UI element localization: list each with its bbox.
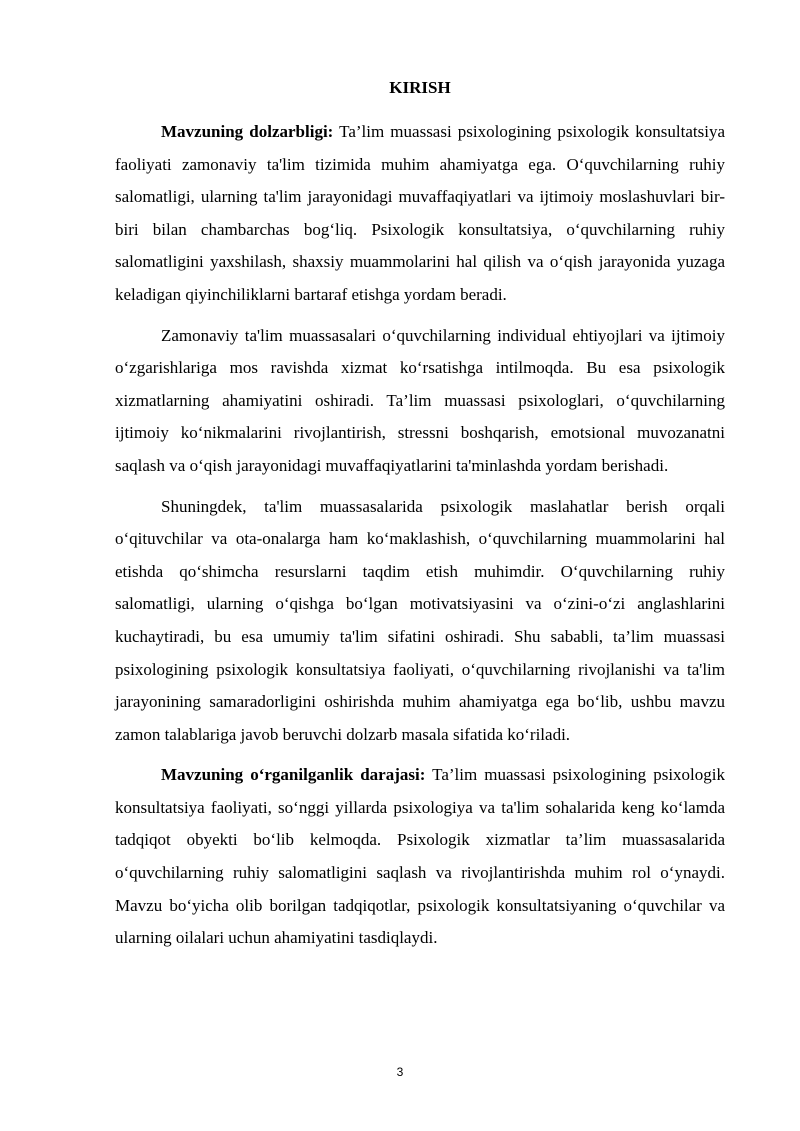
paragraph-relevance [115,116,725,312]
page-number: 3 [396,1065,404,1079]
paragraph-modern-institutions [115,320,725,483]
section-heading: KIRISH [389,78,451,97]
paragraph-consultations [115,491,725,752]
paragraph-text: Ta’lim muassasi psixologining psixologik konsultatsiya faoliyati, so‘nggi yillarda psixologiya va ta'lim sohalarida keng ko‘lamda tadqiqot obyekti bo‘lib kelmoqda. Psixologik xizmatlar ta’lim muassasalarida o‘quvchilarning ruhiy salomatligini saqlash va rivojlantirishda muhim rol o‘ynaydi. Mavzu bo‘yicha olib borilgan tadqiqotlar, psixologik konsultatsiyaning o‘quvchilar va ularning oilalari uchun ahamiyatini tasdiqlaydi. [115,765,725,948]
document-page [115,70,725,963]
paragraph-text: Shuningdek, ta'lim muassasalarida psixologik maslahatlar berish orqali o‘qituvchilar va ota-onalarga ham ko‘maklashish, o‘quvchilarning muammolarini hal etishda qo‘shimcha resurslarni taqdim etish muhimdir. O‘quvchilarning ruhiy salomatligi, ularning o‘qishga bo‘lgan motivatsiyasini va o‘zini-o‘zi anglashlarini kuchaytiradi, bu esa umumiy ta'lim sifatini oshiradi. Shu sababli, ta’lim muassasi psixologining psixologik konsultatsiya faoliyati, o‘quvchilarning rivojlanishi va ta'lim jarayonining samaradorligini oshirishda muhim ahamiyatga ega bo‘lib, ushbu mavzu zamon talablariga javob beruvchi dolzarb masala sifatida ko‘riladi. [115,496,725,744]
paragraph-lead: Mavzuning dolzarbligi: [161,122,334,141]
paragraph-lead: Mavzuning o‘rganilganlik darajasi: [161,765,426,785]
paragraph-text: Ta’lim muassasi psixologining psixologik konsultatsiya faoliyati zamonaviy ta'lim tizimida muhim ahamiyatga ega. O‘quvchilarning ruhiy salomatligi, ularning ta'lim jarayonidagi muvaffaqiyatlari va ijtimoiy moslashuvlari bir-biri bilan chambarchas bog‘liq. Psixologik konsultatsiya, o‘quvchilarning ruhiy salomatligini yaxshilash, shaxsiy muammolarini hal qilish va o‘qish jarayonida yuzaga keladigan qiyinchiliklarni bartaraf etishga yordam beradi. [115,122,725,304]
paragraph-text: Zamonaviy ta'lim muassasalari o‘quvchilarning individual ehtiyojlari va ijtimoiy o‘zgarishlariga mos ravishda xizmat ko‘rsatishga intilmoqda. Bu esa psixologik xizmatlarning ahamiyatini oshiradi. Ta’lim muassasi psixologlari, o‘quvchilarning ijtimoiy ko‘nikmalarini rivojlantirish, stressni boshqarish, emotsional muvozanatni saqlash va o‘qish jarayonidagi muvaffaqiyatlarini ta'minlashda yordam berishadi. [115,325,725,475]
paragraph-study-level [115,759,725,955]
